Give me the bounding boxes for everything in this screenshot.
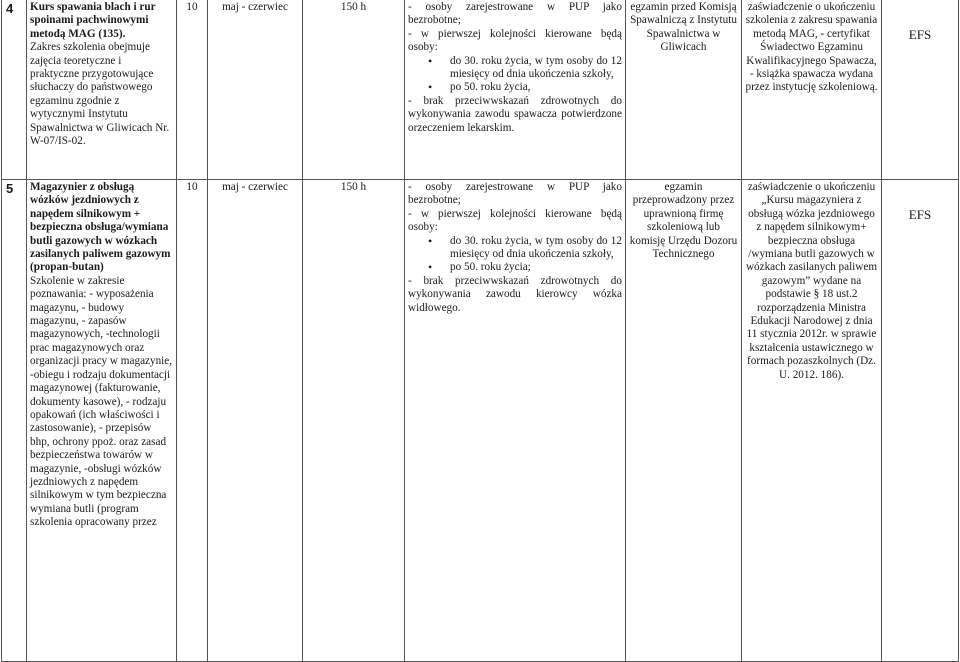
course-description-cell <box>27 0 177 180</box>
course-hours: 150 h <box>303 180 405 662</box>
participants-count: 10 <box>177 180 208 662</box>
course-title: Magazynier z obsługą wózków jezdniowych z napędem silnikowym + bezpieczna obsługa/wymiana butli gazowych w wózkach zasilanych paliwem gazowym (propan-butan) <box>30 181 171 274</box>
priority-list <box>408 55 622 95</box>
course-scope: Zakres szkolenia obejmuje zajęcia teoretyczne i praktyczne przygotowujące słuchaczy do państwowego egzaminu zgodnie z wytycznymi Instytutu Spawalnictwa w Gliwicach Nr. W-07/IS-02. <box>30 41 170 148</box>
row-number: 5 <box>2 180 27 662</box>
list-item: • po 50. roku życia, <box>450 81 622 94</box>
list-item: • do 30. roku życia, w tym osoby do 12 miesięcy od dnia ukończenia szkoły, <box>450 55 622 82</box>
funding-source: EFS <box>882 180 959 662</box>
course-description-cell <box>27 180 177 662</box>
req-priority: - w pierwszej kolejności kierowane będą osoby: <box>408 27 622 54</box>
req-health: - brak przeciwwskazań zdrowotnych do wykonywania zawodu spawacza potwierdzone orzeczeniem lekarskim. <box>408 94 622 134</box>
course-term: maj - czerwiec <box>208 0 303 180</box>
exam-cell: egzamin przed Komisją Spawalniczą z Instytutu Spawalnictwa w Gliwicach <box>626 0 742 180</box>
req-registered: - osoby zarejestrowane w PUP jako bezrobotne; <box>408 1 622 27</box>
req-health: - brak przeciwwskazań zdrowotnych do wykonywania zawodu kierowcy wózka widłowego. <box>408 274 622 314</box>
course-term: maj - czerwiec <box>208 180 303 662</box>
certificate-cell: zaświadczenie o ukończeniu szkolenia z zakresu spawania metodą MAG, - certyfikat Świadectwo Egzaminu Kwalifikacyjnego Spawacza, - książka spawacza wydana przez instytucję szkoleniową. <box>742 0 882 180</box>
training-courses-table <box>1 0 959 662</box>
table-row <box>2 180 959 662</box>
list-item: • do 30. roku życia, w tym osoby do 12 miesięcy od dnia ukończenia szkoły, <box>450 235 622 262</box>
req-registered: - osoby zarejestrowane w PUP jako bezrobotne; <box>408 181 622 207</box>
list-item: • po 50. roku życia; <box>450 261 622 274</box>
exam-cell: egzamin przeprowadzony przez uprawnioną firmę szkoleniową lub komisję Urzędu Dozoru Technicznego <box>626 180 742 662</box>
req-priority: - w pierwszej kolejności kierowane będą osoby: <box>408 207 622 234</box>
course-title: Kurs spawania blach i rur spoinami pachwinowymi metodą MAG (135). <box>30 1 156 40</box>
requirements-cell <box>405 0 626 180</box>
course-scope: Szkolenie w zakresie poznawania: - wyposażenia magazynu, - budowy magazynu, - zapasów magazynowych, -technologii prac magazynowych oraz organizacji pracy w magazynie, -obiegu i rodzaju dokumentacji magazynowej (fakturowanie, dokumenty kasowe), - rodzaju opakowań (ich właściwości i zastosowanie), - przepisów bhp, ochrony ppoż. oraz zasad bezpieczeństwa towarów w magazynie, -obsługi wózków jezdniowych z napędem silnikowym w tym bezpieczna wymiana butli (program szkolenia opracowany przez <box>30 274 173 529</box>
participants-count: 10 <box>177 0 208 180</box>
requirements-cell <box>405 180 626 662</box>
certificate-cell: zaświadczenie o ukończeniu „Kursu magazyniera z obsługą wózka jezdniowego z napędem silnikowym+ bezpieczna obsługa /wymiana butli gazowych w wózkach zasilanych paliwem gazowym” wydane na podstawie § 18 ust.2 rozporządzenia Ministra Edukacji Narodowej z dnia 11 stycznia 2012r. w sprawie kształcenia ustawicznego w formach pozaszkolnych (Dz. U. 2012. 186). <box>742 180 882 662</box>
priority-list <box>408 235 622 275</box>
table-row <box>2 0 959 180</box>
funding-source: EFS <box>882 0 959 180</box>
row-number: 4 <box>2 0 27 180</box>
course-hours: 150 h <box>303 0 405 180</box>
